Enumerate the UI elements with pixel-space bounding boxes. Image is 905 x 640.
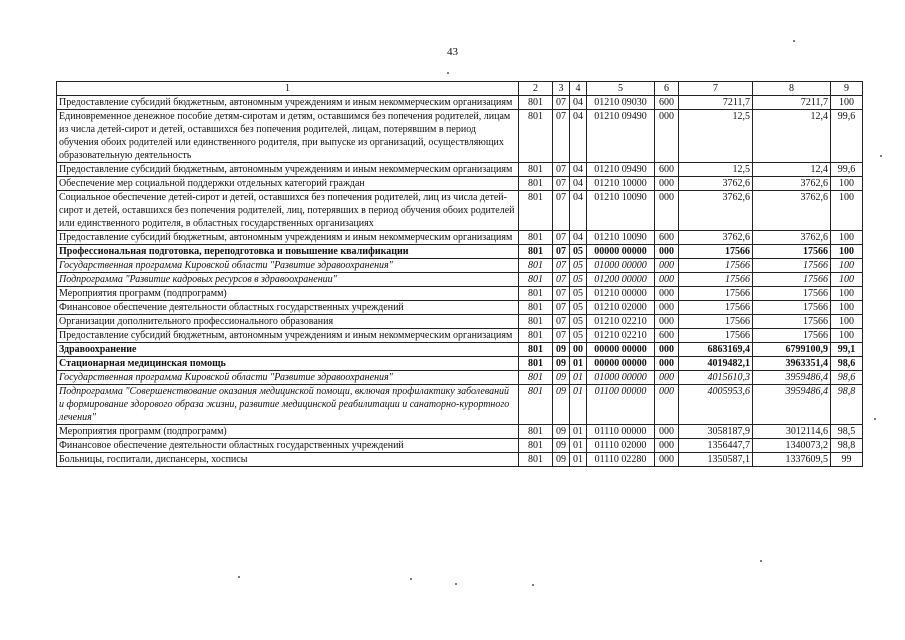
table-row: [57, 191, 863, 231]
row-value-cell: 17566: [753, 273, 831, 287]
row-value-cell: 07: [553, 163, 570, 177]
row-value-cell: 600: [655, 329, 679, 343]
row-value-cell: 09: [553, 425, 570, 439]
row-value-cell: 000: [655, 191, 679, 231]
row-value-cell: 3762,6: [753, 177, 831, 191]
table-row: [57, 110, 863, 163]
row-value-cell: 17566: [753, 287, 831, 301]
header-cell: 1: [57, 82, 519, 96]
row-value-cell: 04: [570, 191, 587, 231]
row-value-cell: 01: [570, 371, 587, 385]
header-row: [57, 82, 863, 96]
row-value-cell: 000: [655, 439, 679, 453]
row-value-cell: 801: [519, 259, 553, 273]
row-value-cell: 17566: [679, 301, 753, 315]
row-value-cell: 01210 02000: [587, 301, 655, 315]
row-value-cell: 000: [655, 273, 679, 287]
header-cell: 3: [553, 82, 570, 96]
row-value-cell: 801: [519, 191, 553, 231]
row-value-cell: 05: [570, 287, 587, 301]
row-value-cell: 17566: [679, 315, 753, 329]
row-value-cell: 00000 00000: [587, 357, 655, 371]
row-value-cell: 801: [519, 385, 553, 425]
row-value-cell: 17566: [753, 259, 831, 273]
row-value-cell: 01210 10090: [587, 231, 655, 245]
row-value-cell: 09: [553, 453, 570, 467]
table-row: [57, 385, 863, 425]
row-value-cell: 07: [553, 329, 570, 343]
row-name-cell: Подпрограмма "Совершенствование оказания медицинской помощи, включая профилактику заболеваний и формирование здорового образа жизни, развитие медицинской реабилитации и санаторно-курортного лечения": [57, 385, 519, 425]
row-value-cell: 07: [553, 96, 570, 110]
row-value-cell: 801: [519, 273, 553, 287]
row-value-cell: 99: [831, 453, 863, 467]
row-value-cell: 01200 00000: [587, 273, 655, 287]
row-value-cell: 12,5: [679, 110, 753, 163]
row-value-cell: 01210 02210: [587, 329, 655, 343]
row-value-cell: 07: [553, 110, 570, 163]
row-value-cell: 000: [655, 371, 679, 385]
table-row: [57, 453, 863, 467]
row-value-cell: 801: [519, 301, 553, 315]
row-value-cell: 000: [655, 259, 679, 273]
header-cell: 4: [570, 82, 587, 96]
row-value-cell: 000: [655, 343, 679, 357]
header-cell: 9: [831, 82, 863, 96]
row-value-cell: 100: [831, 287, 863, 301]
row-value-cell: 98,8: [831, 439, 863, 453]
row-value-cell: 01110 02280: [587, 453, 655, 467]
row-name-cell: Организации дополнительного профессионального образования: [57, 315, 519, 329]
row-value-cell: 6799100,9: [753, 343, 831, 357]
row-value-cell: 801: [519, 425, 553, 439]
row-value-cell: 98,6: [831, 357, 863, 371]
row-value-cell: 100: [831, 231, 863, 245]
row-value-cell: 000: [655, 245, 679, 259]
row-value-cell: 100: [831, 301, 863, 315]
row-value-cell: 17566: [679, 259, 753, 273]
row-value-cell: 100: [831, 191, 863, 231]
row-name-cell: Финансовое обеспечение деятельности областных государственных учреждений: [57, 301, 519, 315]
row-value-cell: 1340073,2: [753, 439, 831, 453]
row-value-cell: 3959486,4: [753, 371, 831, 385]
row-value-cell: 801: [519, 245, 553, 259]
row-value-cell: 01210 10090: [587, 191, 655, 231]
row-value-cell: 12,5: [679, 163, 753, 177]
table-body: [57, 82, 863, 467]
row-value-cell: 05: [570, 329, 587, 343]
row-value-cell: 801: [519, 96, 553, 110]
row-value-cell: 09: [553, 371, 570, 385]
row-name-cell: Обеспечение мер социальной поддержки отдельных категорий граждан: [57, 177, 519, 191]
row-value-cell: 05: [570, 259, 587, 273]
row-value-cell: 3762,6: [679, 177, 753, 191]
page-number: 43: [447, 46, 458, 58]
table-row: [57, 177, 863, 191]
row-value-cell: 3012114,6: [753, 425, 831, 439]
row-value-cell: 7211,7: [753, 96, 831, 110]
row-value-cell: 09: [553, 357, 570, 371]
table-row: [57, 245, 863, 259]
row-name-cell: Единовременное денежное пособие детям-сиротам и детям, оставшимся без попечения родителей, лицам из числа детей-сирот и детей, оставшихся без попечения родителей, лицам, потерявшим в период обучения обоих родителей или единственного родителя, при выпуске из организаций, осуществляющих образовательную деятельность: [57, 110, 519, 163]
row-value-cell: 00000 00000: [587, 343, 655, 357]
table-row: [57, 273, 863, 287]
row-value-cell: 801: [519, 357, 553, 371]
row-value-cell: 3058187,9: [679, 425, 753, 439]
row-value-cell: 000: [655, 425, 679, 439]
row-value-cell: 01: [570, 425, 587, 439]
row-value-cell: 4019482,1: [679, 357, 753, 371]
row-value-cell: 000: [655, 110, 679, 163]
row-value-cell: 07: [553, 301, 570, 315]
budget-table: [56, 81, 863, 467]
header-cell: 2: [519, 82, 553, 96]
row-name-cell: Предоставление субсидий бюджетным, автономным учреждениям и иным некоммерческим организациям: [57, 96, 519, 110]
row-value-cell: 6863169,4: [679, 343, 753, 357]
table-row: [57, 259, 863, 273]
table-row: [57, 287, 863, 301]
header-cell: 7: [679, 82, 753, 96]
row-value-cell: 01110 00000: [587, 425, 655, 439]
row-value-cell: 100: [831, 329, 863, 343]
row-value-cell: 801: [519, 231, 553, 245]
row-value-cell: 07: [553, 191, 570, 231]
row-value-cell: 3963351,4: [753, 357, 831, 371]
row-value-cell: 98,8: [831, 385, 863, 425]
row-name-cell: Предоставление субсидий бюджетным, автономным учреждениям и иным некоммерческим организациям: [57, 329, 519, 343]
row-value-cell: 01: [570, 439, 587, 453]
table-row: [57, 357, 863, 371]
row-value-cell: 1337609,5: [753, 453, 831, 467]
header-cell: 8: [753, 82, 831, 96]
row-value-cell: 801: [519, 343, 553, 357]
row-value-cell: 05: [570, 273, 587, 287]
table-row: [57, 371, 863, 385]
row-value-cell: 01210 00000: [587, 287, 655, 301]
row-value-cell: 801: [519, 371, 553, 385]
row-value-cell: 000: [655, 385, 679, 425]
row-value-cell: 05: [570, 315, 587, 329]
row-value-cell: 801: [519, 163, 553, 177]
row-value-cell: 17566: [679, 329, 753, 343]
row-value-cell: 07: [553, 177, 570, 191]
row-value-cell: 100: [831, 273, 863, 287]
row-value-cell: 01100 00000: [587, 385, 655, 425]
row-value-cell: 99,6: [831, 163, 863, 177]
row-value-cell: 3762,6: [753, 191, 831, 231]
row-value-cell: 98,5: [831, 425, 863, 439]
row-value-cell: 05: [570, 245, 587, 259]
row-value-cell: 801: [519, 329, 553, 343]
row-value-cell: 04: [570, 110, 587, 163]
row-value-cell: 01110 02000: [587, 439, 655, 453]
row-value-cell: 17566: [753, 301, 831, 315]
row-name-cell: Мероприятия программ (подпрограмм): [57, 287, 519, 301]
row-value-cell: 17566: [679, 273, 753, 287]
row-value-cell: 000: [655, 301, 679, 315]
row-value-cell: 100: [831, 177, 863, 191]
row-value-cell: 04: [570, 163, 587, 177]
row-value-cell: 17566: [679, 245, 753, 259]
row-value-cell: 600: [655, 96, 679, 110]
row-value-cell: 3959486,4: [753, 385, 831, 425]
row-value-cell: 00: [570, 343, 587, 357]
table-row: [57, 343, 863, 357]
row-value-cell: 000: [655, 315, 679, 329]
row-name-cell: Предоставление субсидий бюджетным, автономным учреждениям и иным некоммерческим организациям: [57, 231, 519, 245]
row-value-cell: 1350587,1: [679, 453, 753, 467]
row-value-cell: 04: [570, 231, 587, 245]
table-row: [57, 163, 863, 177]
row-name-cell: Стационарная медицинская помощь: [57, 357, 519, 371]
row-value-cell: 07: [553, 273, 570, 287]
row-value-cell: 01210 09490: [587, 110, 655, 163]
row-value-cell: 100: [831, 315, 863, 329]
row-value-cell: 000: [655, 357, 679, 371]
row-value-cell: 07: [553, 315, 570, 329]
row-value-cell: 801: [519, 110, 553, 163]
row-value-cell: 1356447,7: [679, 439, 753, 453]
row-value-cell: 98,6: [831, 371, 863, 385]
row-value-cell: 801: [519, 287, 553, 301]
row-value-cell: 12,4: [753, 163, 831, 177]
row-value-cell: 01: [570, 453, 587, 467]
row-name-cell: Государственная программа Кировской области "Развитие здравоохранения": [57, 259, 519, 273]
row-value-cell: 3762,6: [753, 231, 831, 245]
row-value-cell: 100: [831, 259, 863, 273]
row-value-cell: 4005953,6: [679, 385, 753, 425]
row-value-cell: 000: [655, 453, 679, 467]
row-value-cell: 17566: [679, 287, 753, 301]
row-name-cell: Больницы, госпитали, диспансеры, хосписы: [57, 453, 519, 467]
table-row: [57, 301, 863, 315]
header-cell: 6: [655, 82, 679, 96]
row-value-cell: 17566: [753, 329, 831, 343]
row-value-cell: 07: [553, 245, 570, 259]
row-value-cell: 600: [655, 231, 679, 245]
row-value-cell: 01210 02210: [587, 315, 655, 329]
row-value-cell: 00000 00000: [587, 245, 655, 259]
row-value-cell: 07: [553, 259, 570, 273]
row-name-cell: Предоставление субсидий бюджетным, автономным учреждениям и иным некоммерческим организациям: [57, 163, 519, 177]
row-value-cell: 100: [831, 245, 863, 259]
row-value-cell: 01210 10000: [587, 177, 655, 191]
row-value-cell: 99,6: [831, 110, 863, 163]
row-name-cell: Социальное обеспечение детей-сирот и детей, оставшихся без попечения родителей, лиц из числа детей-сирот и детей, оставшихся без попечения родителей, лиц, потерявших в период обучения обоих родителей или единственного родителя, в областных государственных организациях: [57, 191, 519, 231]
table-row: [57, 425, 863, 439]
table-row: [57, 439, 863, 453]
row-name-cell: Мероприятия программ (подпрограмм): [57, 425, 519, 439]
row-value-cell: 01: [570, 357, 587, 371]
header-cell: 5: [587, 82, 655, 96]
row-value-cell: 3762,6: [679, 231, 753, 245]
row-value-cell: 04: [570, 96, 587, 110]
row-name-cell: Профессиональная подготовка, переподготовка и повышение квалификации: [57, 245, 519, 259]
row-value-cell: 01000 00000: [587, 371, 655, 385]
table-row: [57, 96, 863, 110]
row-value-cell: 100: [831, 96, 863, 110]
row-value-cell: 09: [553, 343, 570, 357]
row-value-cell: 600: [655, 163, 679, 177]
row-value-cell: 04: [570, 177, 587, 191]
row-value-cell: 801: [519, 177, 553, 191]
table-row: [57, 231, 863, 245]
row-value-cell: 3762,6: [679, 191, 753, 231]
row-value-cell: 801: [519, 315, 553, 329]
row-value-cell: 99,1: [831, 343, 863, 357]
row-name-cell: Здравоохранение: [57, 343, 519, 357]
row-name-cell: Подпрограмма "Развитие кадровых ресурсов в здравоохранении": [57, 273, 519, 287]
row-value-cell: 01210 09490: [587, 163, 655, 177]
row-value-cell: 17566: [753, 245, 831, 259]
row-value-cell: 17566: [753, 315, 831, 329]
row-value-cell: 7211,7: [679, 96, 753, 110]
row-value-cell: 000: [655, 287, 679, 301]
row-name-cell: Государственная программа Кировской области "Развитие здравоохранения": [57, 371, 519, 385]
row-value-cell: 09: [553, 439, 570, 453]
row-value-cell: 07: [553, 287, 570, 301]
row-value-cell: 01210 09030: [587, 96, 655, 110]
row-value-cell: 01000 00000: [587, 259, 655, 273]
table-row: [57, 329, 863, 343]
row-name-cell: Финансовое обеспечение деятельности областных государственных учреждений: [57, 439, 519, 453]
row-value-cell: 09: [553, 385, 570, 425]
row-value-cell: 12,4: [753, 110, 831, 163]
row-value-cell: 01: [570, 385, 587, 425]
table-row: [57, 315, 863, 329]
row-value-cell: 05: [570, 301, 587, 315]
row-value-cell: 4015610,3: [679, 371, 753, 385]
row-value-cell: 801: [519, 439, 553, 453]
row-value-cell: 801: [519, 453, 553, 467]
row-value-cell: 000: [655, 177, 679, 191]
row-value-cell: 07: [553, 231, 570, 245]
